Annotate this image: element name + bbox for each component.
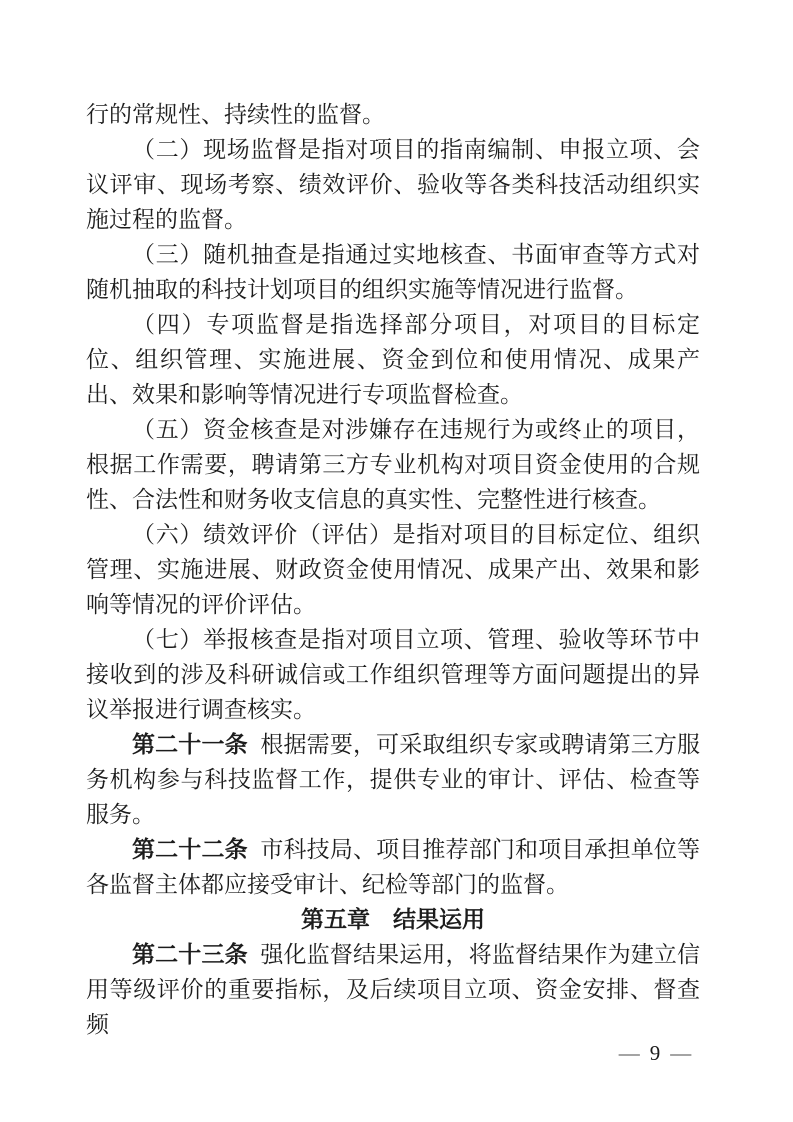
body-paragraph: （六）绩效评价（评估）是指对项目的目标定位、组织管理、实施进展、财政资金使用情况、成果产出、效果和影响等情况的评价评估。 [86,522,700,617]
body-paragraph: （三）随机抽查是指通过实地核查、书面审查等方式对随机抽取的科技计划项目的组织实施等情况进行监督。 [86,242,700,302]
article-text: 强化监督结果运用，将监督结果作为建立信用等级评价的重要指标，及后续项目立项、资金安排、督查频 [86,942,701,1037]
article-paragraph [86,937,700,1042]
page-footer [605,1040,705,1066]
body-paragraph: （二）现场监督是指对项目的指南编制、申报立项、会议评审、现场考察、绩效评价、验收等各类科技活动组织实施过程的监督。 [86,137,700,232]
article-text: 市科技局、项目推荐部门和项目承担单位等各监督主体都应接受审计、纪检等部门的监督。 [86,837,701,897]
body-paragraph: （四）专项监督是指选择部分项目，对项目的目标定位、组织管理、实施进展、资金到位和使用情况、成果产出、效果和影响等情况进行专项监督检查。 [86,312,700,407]
article-paragraph [86,832,700,902]
page-number: 9 [649,1041,661,1065]
article-text: 根据需要，可采取组织专家或聘请第三方服务机构参与科技监督工作，提供专业的审计、评估、检查等服务。 [86,732,701,827]
article-paragraph [86,727,700,832]
article-number-label: 第二十二条 [132,837,248,862]
body-paragraph: 行的常规性、持续性的监督。 [86,102,385,127]
footer-left-dash: — [618,1041,640,1065]
document-body [86,97,700,1042]
article-number-label: 第二十一条 [132,732,248,757]
article-number-label: 第二十三条 [132,942,248,967]
body-paragraph: （七）举报核查是指对项目立项、管理、验收等环节中接收到的涉及科研诚信或工作组织管理等方面问题提出的异议举报进行调查核实。 [86,627,700,722]
chapter-heading: 第五章 结果运用 [301,907,485,932]
body-paragraph: （五）资金核查是对涉嫌存在违规行为或终止的项目，根据工作需要，聘请第三方专业机构对项目资金使用的合规性、合法性和财务收支信息的真实性、完整性进行核查。 [86,417,700,512]
footer-right-dash: — [670,1041,692,1065]
